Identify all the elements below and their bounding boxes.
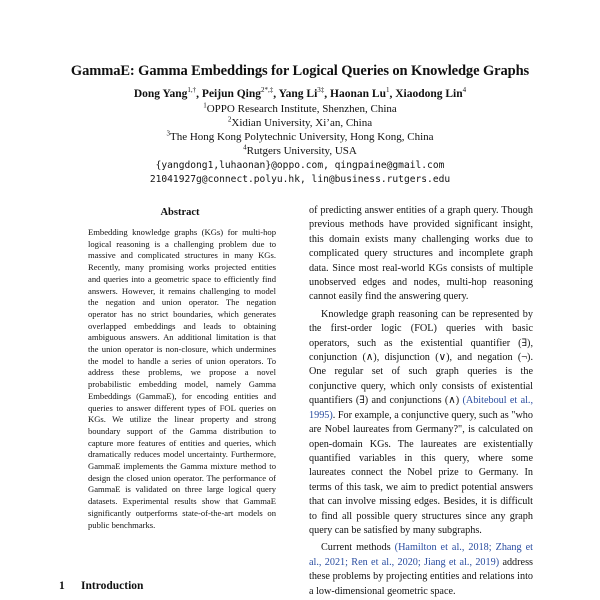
paragraph bbox=[309, 308, 533, 539]
affiliation-text: The Hong Kong Polytechnic University, Hong Kong, China bbox=[169, 131, 434, 143]
affiliation-text: Xidian University, Xi’an, China bbox=[231, 117, 373, 129]
affiliation-text: Rutgers University, USA bbox=[246, 145, 357, 157]
section-title: Introduction bbox=[81, 580, 144, 592]
affiliation-sup: 4 bbox=[243, 143, 247, 152]
paragraph-text: Knowledge graph reasoning can be represented by the first-order logic (FOL) queries with basic operators, such as the existential quantifier (∃), conjunction (∧), disjunction (∨), and negation (¬). One regular set of such graph queries is the conjunctive query, which only consists of existential quantifiers (∃) and conjunctions (∧) bbox=[309, 308, 533, 407]
paragraph bbox=[309, 541, 533, 599]
paragraph-text: Current methods bbox=[321, 542, 395, 554]
author: Xiaodong Lin bbox=[395, 88, 463, 100]
affiliation-sup: 3 bbox=[166, 129, 170, 138]
section-heading bbox=[59, 580, 289, 592]
citation-link[interactable]: (Abiteboul et al., 1995) bbox=[309, 395, 534, 421]
email-line: {yangdong1,luhaonan}@oppo.com, qingpaine@gmail.com bbox=[155, 160, 445, 171]
affiliation-sup: 2 bbox=[227, 115, 232, 124]
author: Peijun Qing bbox=[201, 88, 262, 100]
affiliation bbox=[0, 102, 600, 116]
abstract-body: Embedding knowledge graphs (KGs) for multi-hop logical reasoning is a challenging problem due to massive and complicated structures in many KGs. Recently, many promising works projected entities and queries into a geometric space to efficiently find answers. However, it remains challenging to model the negation and union operator. The negation operator has no strict boundaries, which generates overlapped embeddings and leads to obtaining ambiguous answers. An additional limitation is that the union operator is non-closure, which undermines the model to handle a series of union operators. To address these problems, we propose a novel probabilistic embedding model, namely Gamma Embeddings (GammaE), for encoding entities and queries to answer different types of FOL queries on KGs. We utilize the linear property and strong boundary support of the Gamma distribution to capture more features of entities and queries, which dramatically reduces model uncertainty. Furthermore, GammaE implements the Gamma mixture method to design the closed union operator. The performance of GammaE is validated on three large logical query datasets. Experimental results show that GammaE significantly outperforms state-of-the-art models on public benchmarks. bbox=[88, 227, 276, 530]
paper-title: GammaE: Gamma Embeddings for Logical Queries on Knowledge Graphs bbox=[70, 63, 530, 79]
affiliation-sup: 1 bbox=[203, 101, 207, 110]
citation-link[interactable]: (Hamilton et al., 2018; Zhang et al., 2021; Ren et al., 2020; Jiang et al., 2019) bbox=[309, 542, 533, 568]
author-list: Dong Yang$^{1,\dagger}$, Peijun Qing$^{2*,\ddagger}$, Yang $Li^{3\ddagger}$, Haonan Lu$^1$, Xiaodong Lin$^4$ bbox=[133, 86, 467, 100]
email-line: 21041927g@connect.polyu.hk, lin@business.rutgers.edu bbox=[149, 174, 451, 185]
paragraph-text: . For example, a conjunctive query, such as "who are Nobel laureates from Germany?", is calculated on open-domain KGs. The laureates are existentially quantified variables in this query, where some laureates connect the Nobel prize to Germany. In terms of this task, we aim to predict potential answers that can involve missing edges. Besides, it is difficult to find all possible query structures since any graph query can be satisfied by many subgraphs. bbox=[309, 409, 533, 536]
author-sup: 3‡ bbox=[317, 86, 325, 95]
author-sup: 1,† bbox=[187, 86, 197, 95]
right-column bbox=[309, 204, 533, 599]
author-sup: 2*,‡ bbox=[261, 86, 274, 95]
paragraph: of predicting answer entities of a graph query. Though previous methods have provided significant insight, this domain exists many challenging works due to complicated query structures and incomplete graph data. Since most real-world KGs consists of multiple unobserved edges and nodes, multi-hop reasoning cannot easily find the answering query. bbox=[309, 205, 533, 303]
author-sup: 1 bbox=[385, 86, 390, 95]
affiliation bbox=[0, 144, 600, 158]
paragraph-text: address these problems by projecting entities and relations into a low-dimensional geometric space. bbox=[309, 556, 533, 597]
affiliation bbox=[0, 130, 600, 144]
author: Haonan Lu bbox=[330, 88, 386, 100]
affiliation bbox=[0, 116, 600, 130]
affiliation-text: OPPO Research Institute, Shenzhen, China bbox=[206, 103, 397, 115]
author: Yang Li bbox=[278, 88, 318, 100]
section-number: 1 bbox=[59, 580, 65, 592]
author: Dong Yang bbox=[133, 88, 188, 100]
abstract-heading: Abstract bbox=[160, 207, 200, 218]
author-sup: 4 bbox=[462, 86, 467, 95]
